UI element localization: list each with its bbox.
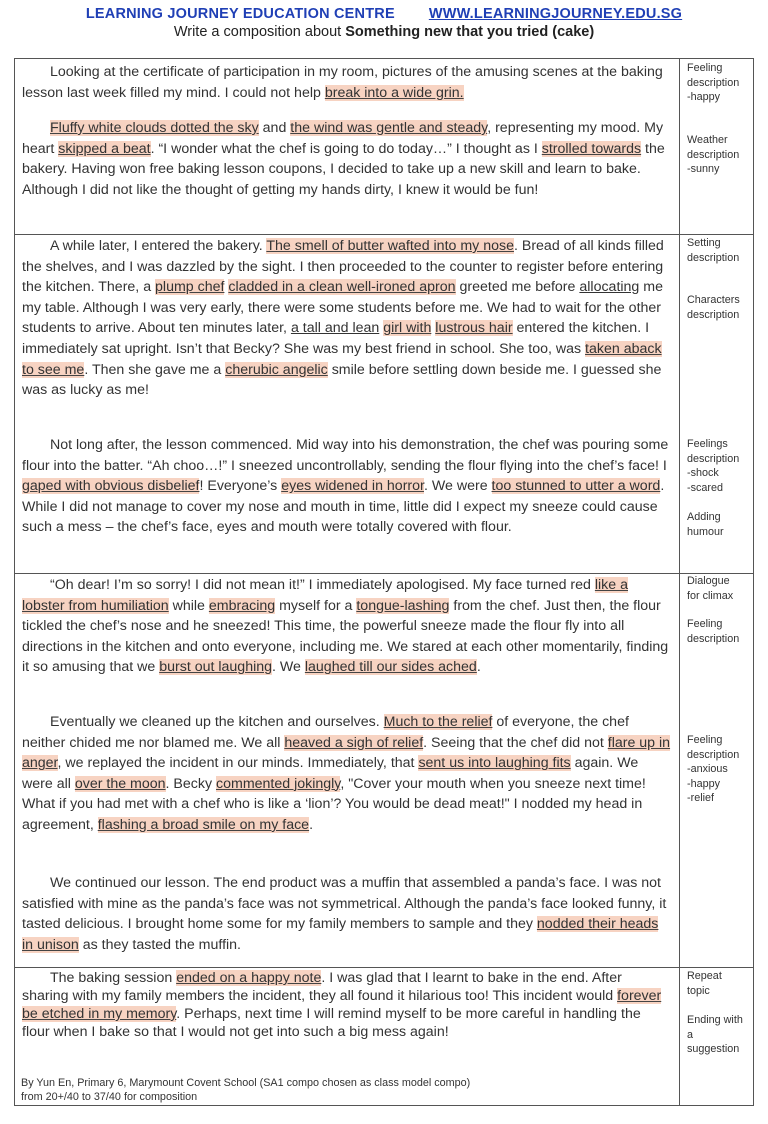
underlined-phrase: a tall and lean — [290, 320, 380, 337]
row-divider-3 — [15, 967, 753, 968]
highlighted-phrase: gaped with obvious disbelief — [22, 478, 200, 495]
composition-topic: Something new that you tried (cake) — [345, 24, 595, 40]
margin-note-line: description — [687, 308, 740, 321]
byline-line-1: By Yun En, Primary 6, Marymount Covent School (SA1 compo chosen as class model compo) — [21, 1077, 471, 1089]
margin-note-line: -shock — [687, 467, 719, 480]
paragraph-text: We continued our lesson. The end product was a muffin that assembled a panda’s face. I was not satisfied with mine as the panda’s face was not symmetrical. Although the panda’s face looked funny, it tasted delicious. I brought home some for my family members to sample and they — [22, 875, 667, 933]
margin-note-line: Feeling — [687, 62, 723, 74]
paragraph-3 — [22, 236, 672, 401]
highlighted-phrase: break into a wide grin. — [324, 84, 464, 101]
margin-note-line: Feeling — [687, 734, 723, 746]
margin-note-line: Dialogue — [687, 575, 730, 587]
paragraph-2 — [22, 118, 672, 200]
highlighted-phrase: embracing — [208, 597, 276, 614]
paragraph-text: . We were — [423, 478, 492, 495]
paragraph-text: . Bread of all kinds filled the shelves, and I was dazzled by the sight. I then proceeded to the counter to register before entering the kitchen. There, a — [22, 238, 664, 296]
paragraph-text: . I was glad that I learnt to bake in the end. After sharing with my family members the incident, they all found it hilarious too! This incident would — [22, 970, 622, 1004]
underlined-phrase: allocating — [579, 279, 640, 296]
paragraph-text: . While I did not manage to cover my nose and mouth in time, little did I expect my sneeze could cause such a mess – the chef’s face, eyes and mouth were totally covered with flour. — [22, 478, 665, 536]
website-link[interactable]: WWW.LEARNINGJOURNEY.EDU.SG — [428, 6, 683, 22]
row-divider-1 — [15, 234, 753, 235]
margin-note-line: Weather — [687, 134, 728, 146]
margin-note-line: -anxious — [687, 763, 728, 776]
paragraph-text: greeted me before — [455, 279, 580, 296]
paragraph-text: . Then she gave me a — [84, 361, 226, 378]
paragraph-text: Looking at the certificate of participation in my room, pictures of the amusing scenes at the baking lesson last week filled my mind. I could not help — [22, 64, 663, 101]
paragraph-5 — [22, 575, 672, 678]
margin-note-line: Feeling — [687, 618, 723, 630]
margin-note-line: Ending with — [687, 1014, 743, 1026]
highlighted-phrase: flare up in anger — [22, 734, 671, 772]
paragraph-text: and — [258, 120, 291, 136]
margin-note-line: a — [687, 1028, 694, 1041]
margin-note-line: Repeat — [687, 970, 722, 982]
highlighted-phrase: forever be etched in my memory — [22, 988, 662, 1022]
paragraph-text: The baking session — [50, 970, 177, 986]
highlighted-phrase: flashing a broad smile on my face — [97, 816, 310, 833]
paragraph-text: Eventually we cleaned up the kitchen and ourselves. — [50, 714, 384, 730]
margin-note-line: topic — [687, 984, 710, 997]
margin-note-line: -happy — [687, 91, 721, 104]
paragraph-text: “Oh dear! I’m so sorry! I did not mean it!” I immediately apologised. My face turned red — [50, 577, 595, 593]
margin-note-line: description — [687, 251, 740, 264]
highlighted-phrase: skipped a beat — [58, 140, 151, 157]
margin-note-line: suggestion — [687, 1043, 740, 1056]
highlighted-phrase: girl with — [383, 320, 432, 337]
byline-line-2: from 20+/40 to 37/40 for composition — [21, 1090, 198, 1103]
paragraph-text: from the chef. Just then, the flour tickled the chef’s nose and he sneezed! This time, the powerful sneeze made the flour fly into all directions in the kitchen and onto everyone, including me. We stared at each other momentarily, finding it so amusing that we — [22, 597, 669, 676]
highlighted-phrase: The smell of butter wafted into my nose — [266, 238, 514, 254]
paragraph-text: . “I wonder what the chef is going to do today…” I thought as I — [150, 140, 542, 157]
margin-note-line: Adding — [687, 511, 721, 523]
margin-note — [687, 1013, 753, 1057]
margin-note — [687, 293, 753, 322]
paragraph-text: while — [168, 597, 209, 614]
paragraph-text: . — [476, 659, 481, 676]
paragraph-4 — [22, 435, 672, 538]
paragraph-text: . Becky — [165, 775, 217, 792]
margin-note-line: description — [687, 452, 740, 465]
highlighted-phrase: the wind was gentle and steady — [290, 120, 488, 136]
highlighted-phrase: commented jokingly — [216, 775, 341, 792]
margin-note-line: Characters — [687, 294, 740, 306]
margin-note-line: for climax — [687, 589, 734, 602]
highlighted-phrase: eyes widened in horror — [281, 478, 424, 495]
centre-name: LEARNING JOURNEY EDUCATION CENTRE — [85, 6, 395, 22]
paragraph-text: . Seeing that the chef did not — [423, 734, 608, 751]
paragraph-text: of everyone, the chef neither chided me nor blamed me. We all — [22, 714, 629, 751]
margin-note-line: -relief — [687, 792, 714, 805]
paragraph-text: A while later, I entered the bakery. — [50, 238, 267, 254]
margin-note — [687, 574, 753, 603]
row-divider-2 — [15, 573, 753, 574]
highlighted-phrase: over the moon — [74, 775, 166, 792]
margin-note-line: description — [687, 748, 740, 761]
margin-note — [687, 133, 753, 177]
highlighted-phrase: cladded in a clean well-ironed apron — [228, 279, 456, 296]
margin-note — [687, 61, 753, 105]
paragraph-text: as they tasted the muffin. — [78, 936, 241, 953]
paragraph-text: Not long after, the lesson commenced. Mid way into his demonstration, the chef was pouring some flour into the batter. “Ah choo…!” I sneezed uncontrollably, sending the flour flying into the chef’s face! I — [22, 437, 669, 474]
margin-note — [687, 733, 753, 806]
paragraph-1 — [22, 62, 672, 103]
highlighted-phrase: nodded their heads in unison — [22, 916, 659, 953]
highlighted-phrase: Fluffy white clouds dotted the sky — [50, 120, 259, 136]
composition-table — [14, 58, 754, 1106]
margin-note-line: -sunny — [687, 163, 720, 176]
margin-note — [687, 236, 753, 265]
paragraph-text: , "Cover your mouth when you sneeze next time! What if you had met with a chef who is like a ‘lion’? You would be dead meat!" I nodded my head in agreement, — [22, 775, 646, 833]
margin-note-line: description — [687, 632, 740, 645]
paragraph-text: . — [309, 816, 314, 833]
instruction-prefix: Write a composition about — [173, 24, 346, 40]
paragraph-8 — [22, 969, 672, 1041]
highlighted-phrase: cherubic angelic — [225, 361, 328, 378]
highlighted-phrase: strolled towards — [541, 140, 642, 157]
paragraph-text: again. We were all — [22, 755, 639, 792]
margin-note-line: Setting — [687, 237, 721, 249]
highlighted-phrase: heaved a sigh of relief — [284, 734, 424, 751]
margin-note-line: Feelings — [687, 438, 728, 450]
paragraph-text: . We — [272, 659, 305, 676]
highlighted-phrase: ended on a happy note — [176, 970, 322, 986]
page-header — [0, 6, 768, 40]
paragraph-text: myself for a — [275, 597, 357, 614]
margin-note-line: description — [687, 148, 740, 161]
highlighted-phrase: tongue-lashing — [356, 597, 450, 614]
paragraph-text: , representing my mood. My heart — [22, 120, 664, 157]
paragraph-text: smile before settling down beside me. I guessed she was as lucky as me! — [22, 361, 662, 399]
margin-note-line: -scared — [687, 481, 724, 494]
paragraph-7 — [22, 873, 672, 955]
paragraph-text: . Perhaps, next time I will remind myself to be more careful in handling the flour when I bake so that I would not get into such a big mess again! — [22, 1006, 641, 1040]
margin-note — [687, 510, 753, 539]
highlighted-phrase: like a lobster from humiliation — [22, 577, 628, 614]
paragraph-text: ! Everyone’s — [199, 478, 282, 495]
paragraph-6 — [22, 712, 672, 836]
highlighted-phrase: laughed till our sides ached — [304, 659, 477, 676]
highlighted-phrase: sent us into laughing fits — [418, 755, 571, 772]
highlighted-phrase: plump chef — [155, 279, 225, 296]
highlighted-phrase: taken aback to see me — [22, 340, 662, 378]
margin-note — [687, 969, 753, 998]
paragraph-text: entered the kitchen. I immediately sat upright. Isn’t that Becky? She was my best friend in school. She too, was — [22, 320, 650, 357]
highlighted-phrase: burst out laughing — [159, 659, 273, 676]
header-title-line — [0, 6, 768, 22]
composition-instruction — [0, 24, 768, 40]
margin-note-line: description — [687, 76, 740, 89]
highlighted-phrase: too stunned to utter a word — [491, 478, 661, 495]
margin-note — [687, 437, 753, 495]
margin-note-line: -happy — [687, 777, 721, 790]
highlighted-phrase: lustrous hair — [435, 320, 513, 337]
highlighted-phrase: Much to the relief — [383, 714, 493, 730]
paragraph-text: me my table. Although I was very early, there were some students before me. We had to wait for the other students to arrive. About ten minutes later, — [22, 279, 663, 337]
paragraph-text: the bakery. Having won free baking lesson coupons, I decided to take up a new skill and learn to bake. Although I did not like the thought of getting my hands dirty, I knew it would be fun! — [22, 140, 665, 198]
author-byline — [21, 1077, 470, 1104]
column-divider — [679, 59, 680, 1105]
paragraph-text: , we replayed the incident in our minds. Immediately, that — [57, 755, 419, 772]
margin-note — [687, 617, 753, 646]
margin-note-line: humour — [687, 525, 724, 538]
